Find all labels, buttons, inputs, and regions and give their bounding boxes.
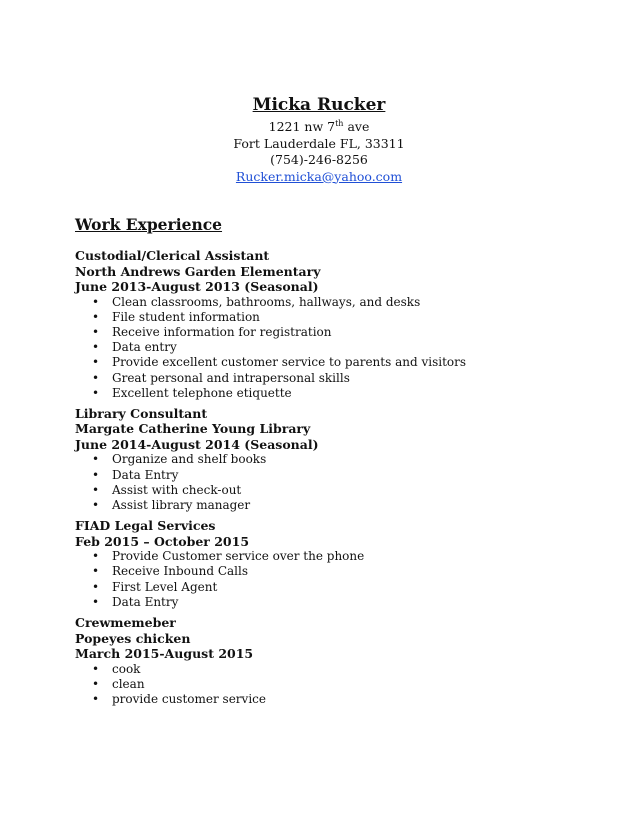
bullet-icon: •	[92, 309, 100, 324]
bullet-icon: •	[92, 370, 100, 385]
bullet-icon: •	[92, 564, 100, 579]
duty-text: Provide excellent customer service to parents and visitors	[112, 355, 467, 370]
duty-text: Clean classrooms, bathrooms, hallways, and desks	[112, 294, 421, 309]
job-dates: March 2015-August 2015	[75, 646, 254, 662]
bullet-icon: •	[92, 482, 100, 497]
list-item	[75, 564, 595, 579]
bullet-icon: •	[92, 676, 100, 691]
duty-text: provide customer service	[112, 691, 266, 706]
email-link[interactable]: Rucker.micka@yahoo.com	[235, 168, 403, 184]
street-address-number: 1221 nw 7	[268, 119, 336, 134]
job-title: FIAD Legal Services	[75, 518, 216, 534]
section-title-work-experience: Work Experience	[75, 215, 223, 234]
list-item	[75, 340, 595, 355]
duty-text: File student information	[112, 309, 260, 324]
job-title: Crewmemeber	[75, 615, 176, 631]
work-experience-list	[75, 248, 595, 712]
list-item	[75, 325, 595, 340]
list-item	[75, 677, 595, 692]
resume-header	[0, 94, 638, 185]
duty-text: Assist with check-out	[112, 482, 242, 497]
bullet-icon: •	[92, 549, 100, 564]
job-title: Library Consultant	[75, 405, 208, 421]
street-address-suffix: th	[335, 118, 344, 128]
list-item	[75, 295, 595, 310]
duty-text: Assist library manager	[112, 498, 251, 513]
list-item	[75, 452, 595, 467]
job-dates: June 2014-August 2014 (Seasonal)	[75, 436, 319, 452]
street-address	[0, 119, 638, 136]
duty-text: Receive Inbound Calls	[112, 564, 248, 579]
duty-text: cook	[112, 661, 141, 676]
bullet-icon: •	[92, 661, 100, 676]
list-item	[75, 468, 595, 483]
city-state-zip: Fort Lauderdale FL, 33311	[233, 135, 405, 151]
duty-text: Data Entry	[112, 594, 179, 609]
job-title: Custodial/Clerical Assistant	[75, 248, 270, 263]
duty-list	[75, 452, 595, 513]
list-item	[75, 483, 595, 498]
employer: Margate Catherine Young Library	[75, 421, 311, 437]
applicant-name: Micka Rucker	[252, 95, 386, 115]
job-entry	[75, 248, 595, 401]
list-item	[75, 580, 595, 595]
job-dates: June 2013-August 2013 (Seasonal)	[75, 279, 319, 294]
job-entry	[75, 518, 595, 610]
bullet-icon: •	[92, 594, 100, 609]
employer: Feb 2015 – October 2015	[75, 533, 250, 549]
duty-text: Organize and shelf books	[112, 452, 267, 467]
list-item	[75, 595, 595, 610]
phone-number: (754)-246-8256	[270, 152, 368, 167]
duty-list	[75, 549, 595, 610]
street-address-tail: ave	[343, 119, 370, 134]
duty-list	[75, 662, 595, 708]
employer: Popeyes chicken	[75, 630, 191, 646]
list-item	[75, 355, 595, 370]
duty-list	[75, 295, 595, 401]
duty-text: clean	[112, 676, 145, 691]
list-item	[75, 549, 595, 564]
duty-text: Great personal and intrapersonal skills	[112, 370, 350, 385]
duty-text: Excellent telephone etiquette	[112, 385, 292, 400]
list-item	[75, 662, 595, 677]
duty-text: Receive information for registration	[112, 324, 332, 339]
employer: North Andrews Garden Elementary	[75, 263, 321, 279]
bullet-icon: •	[92, 691, 100, 706]
duty-text: Data entry	[112, 340, 177, 355]
bullet-icon: •	[92, 294, 100, 309]
job-entry	[75, 615, 595, 707]
bullet-icon: •	[92, 452, 100, 467]
bullet-icon: •	[92, 579, 100, 594]
list-item	[75, 371, 595, 386]
list-item	[75, 692, 595, 707]
job-entry	[75, 406, 595, 513]
list-item	[75, 386, 595, 401]
duty-text: First Level Agent	[112, 579, 218, 594]
bullet-icon: •	[92, 385, 100, 400]
bullet-icon: •	[92, 324, 100, 339]
bullet-icon: •	[92, 467, 100, 482]
bullet-icon: •	[92, 498, 100, 513]
list-item	[75, 310, 595, 325]
list-item	[75, 498, 595, 513]
duty-text: Provide Customer service over the phone	[112, 549, 365, 564]
bullet-icon: •	[92, 340, 100, 355]
bullet-icon: •	[92, 355, 100, 370]
duty-text: Data Entry	[112, 467, 179, 482]
